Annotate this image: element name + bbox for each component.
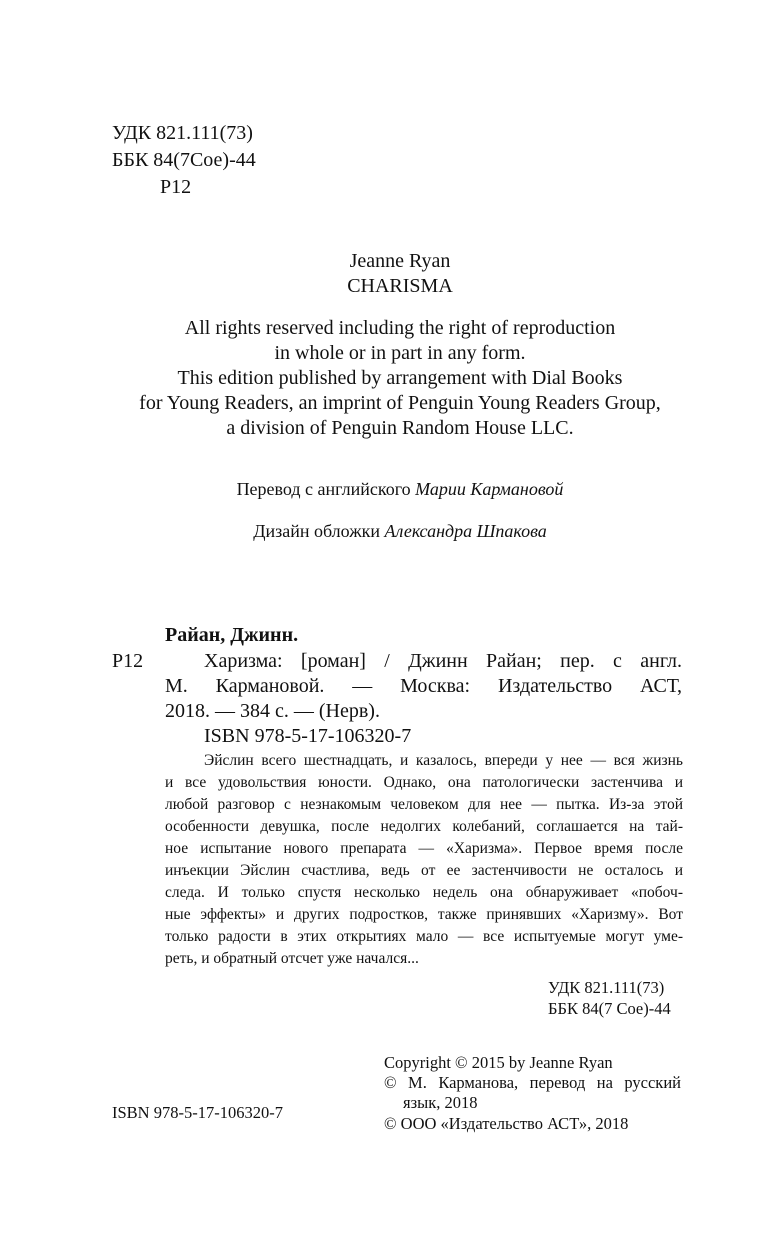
rights-line: a division of Penguin Random House LLC. [226, 417, 574, 439]
annotation-line: особенности девушка, после недолгих колебаний, соглашается на тай- [165, 818, 683, 835]
cover-designer-name: Александра Шпакова [384, 521, 547, 541]
translation-label: Перевод с английского [236, 479, 416, 499]
annotation-line: реть, и обратный отсчет уже начался... [165, 950, 419, 967]
catalog-line: М. Кармановой. — Москва: Издательство АСТ, [165, 675, 682, 697]
annotation-line: следа. И только спустя несколько недель она обнаруживает «побоч- [165, 884, 683, 901]
udk-bottom: УДК 821.111(73) [548, 978, 665, 997]
translator-name: Марии Кармановой [415, 479, 564, 499]
annotation-line: инъекции Эйслин счастлива, ведь от ее застенчивости не осталось и [165, 862, 683, 879]
annotation-line: ные эффекты» и других подростков, также принявших «Харизму». Вот [165, 906, 683, 923]
isbn-bottom: ISBN 978-5-17-106320-7 [112, 1103, 283, 1122]
annotation-line: и все удовольствия юности. Однако, она патологически застенчива и [165, 774, 683, 791]
author-code-top: Р12 [160, 176, 192, 198]
rights-line: for Young Readers, an imprint of Penguin Young Readers Group, [139, 392, 661, 414]
catalog-code: Р12 [112, 650, 144, 672]
copyright-line: Copyright © 2015 by Jeanne Ryan [384, 1053, 613, 1072]
annotation-line: ное испытание нового препарата — «Харизма». Первое время после [165, 840, 683, 857]
copyright-line: язык, 2018 [403, 1093, 478, 1112]
udk-top: УДК 821.111(73) [112, 122, 253, 144]
annotation-line: любой разговор с незнакомым человеком для нее — пытка. Из-за этой [165, 796, 683, 813]
copyright-line: © ООО «Издательство АСТ», 2018 [384, 1114, 629, 1133]
catalog-line: 2018. — 384 с. — (Нерв). [165, 700, 380, 722]
annotation-line: Эйслин всего шестнадцать, и казалось, впереди у нее — вся жизнь [204, 752, 683, 769]
catalog-heading: Райан, Джинн. [165, 624, 299, 646]
catalog-line: Харизма: [роман] / Джинн Райан; пер. с англ. [204, 650, 682, 672]
catalog-isbn: ISBN 978-5-17-106320-7 [204, 725, 412, 747]
cover-design-label: Дизайн обложки [253, 521, 385, 541]
copyright-line: © М. Карманова, перевод на русский [384, 1073, 681, 1092]
rights-line: This edition published by arrangement with Dial Books [177, 367, 623, 389]
original-author: Jeanne Ryan [349, 250, 451, 272]
cover-design-credit [0, 521, 768, 542]
rights-line: in whole or in part in any form. [274, 342, 526, 364]
original-title: CHARISMA [347, 275, 453, 297]
translation-credit [0, 479, 768, 500]
bbk-top: ББК 84(7Сое)-44 [112, 149, 256, 171]
annotation-line: только радости в этих открытиях мало — все испытуемые могут уме- [165, 928, 683, 945]
bbk-bottom: ББК 84(7 Сое)-44 [548, 999, 671, 1018]
rights-line: All rights reserved including the right of reproduction [184, 317, 616, 339]
